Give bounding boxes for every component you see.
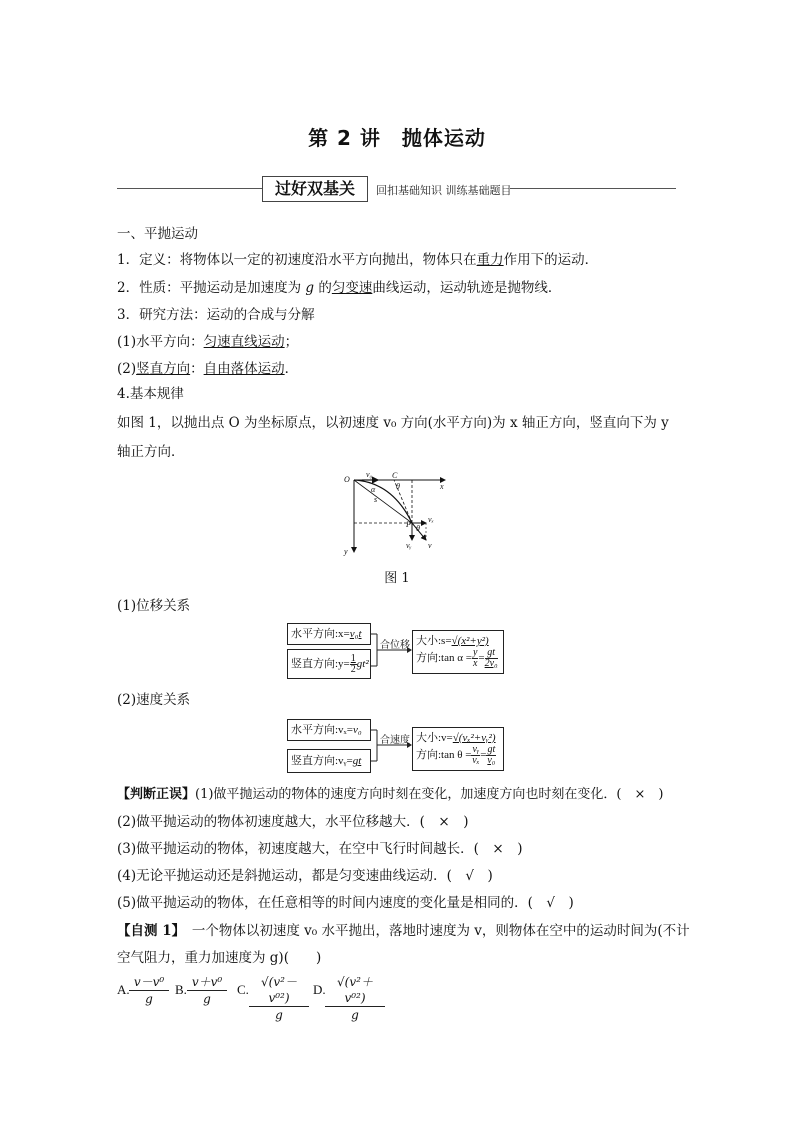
label-O: O: [344, 475, 350, 484]
label-vx: vₓ: [428, 515, 434, 524]
definition-line: 1．定义：将物体以一定的初速度沿水平方向抛出，物体只在重力作用下的运动．: [117, 252, 599, 268]
label-s: s: [374, 495, 378, 504]
judge-item-4: (4)无论平抛运动还是斜抛运动，都是匀变速曲线运动．( √ ): [117, 868, 493, 884]
banner-rule-left: [117, 188, 262, 189]
law-description-line1: 如图 1，以抛出点 O 为坐标原点，以初速度 v₀ 方向(水平方向)为 x 轴正方向，竖直向下为 y: [117, 415, 669, 431]
disp-vertical-box: 竖直方向:y= $\frac{1}{2}$ gt²: [287, 649, 371, 679]
law-description-line2: 轴正方向．: [117, 444, 185, 460]
displacement-line: [354, 480, 412, 523]
label-theta-p: θ: [416, 524, 420, 533]
disp-combine-label: 合位移: [380, 640, 410, 651]
vel-combine-label: 合速度: [380, 735, 410, 746]
section-banner: 过好双基关: [262, 176, 368, 202]
horizontal-direction-line: (1)水平方向：匀速直线运动；: [117, 334, 299, 350]
label-y: y: [344, 547, 348, 556]
banner-rule-right: [510, 188, 676, 189]
label-alpha: α: [371, 485, 376, 494]
label-C: C: [392, 471, 398, 480]
disp-horizontal-box: 水平方向:x=v₀t: [287, 623, 371, 645]
label-v: v: [428, 541, 432, 550]
vel-result-box: 大小:v=√(vₓ²+vᵧ²) 方向:tan θ = $\frac{\text{vᵧ}}{\text{vₓ}}$ = $\frac{gt}{\text{v₀}}$: [412, 727, 504, 771]
section-heading: 一、平抛运动: [117, 226, 198, 242]
judge-item-2: (2)做平抛运动的物体初速度越大，水平位移越大．( × ): [117, 814, 469, 830]
disp-result-box: 大小:s=√(x²+y²) 方向:tan α = $\frac{y}{x}$ = $\frac{gt}{\text{2v₀}}$: [412, 630, 504, 674]
label-P: P: [406, 520, 411, 529]
page-title: 第 2 讲 抛体运动: [308, 126, 486, 150]
label-v0: v₀: [366, 470, 373, 479]
figure-caption: 图 1: [384, 571, 410, 586]
answer-options: A. v－v⁰ g B. v＋v⁰ g C. √(v²－v⁰²) g D. √(v²＋v⁰²) g: [117, 974, 417, 1018]
judge-item-1: 【判断正误】(1)做平抛运动的物体的速度方向时刻在变化，加速度方向也时刻在变化．( × ): [117, 787, 664, 802]
method-line: 3．研究方法：运动的合成与分解: [117, 307, 315, 323]
velocity-heading: (2)速度关系: [117, 692, 191, 708]
banner-subtitle: 回扣基础知识 训练基础题目: [376, 184, 512, 197]
judge-item-5: (5)做平抛运动的物体，在任意相等的时间内速度的变化量是相同的．( √ ): [117, 895, 574, 911]
vertical-direction-line: (2)竖直方向：自由落体运动．: [117, 361, 299, 377]
projectile-figure: [340, 468, 460, 560]
label-x: x: [440, 482, 444, 491]
vel-vertical-box: 竖直方向:vᵧ=gt: [287, 749, 371, 773]
judge-item-3: (3)做平抛运动的物体，初速度越大，在空中飞行时间越长．( × ): [117, 841, 523, 857]
displacement-heading: (1)位移关系: [117, 598, 191, 614]
property-line: 2．性质：平抛运动是加速度为 g 的匀变速曲线运动，运动轨迹是抛物线．: [117, 280, 562, 296]
vel-horizontal-box: 水平方向:vₓ=v₀: [287, 719, 371, 741]
selftest-line1: 【自测 1】 一个物体以初速度 v₀ 水平抛出，落地时速度为 v，则物体在空中的运动时间为(不计: [117, 923, 690, 939]
label-vy: vᵧ: [406, 541, 412, 550]
selftest-line2: 空气阻力，重力加速度为 g)( ): [117, 950, 322, 966]
label-theta: θ: [396, 482, 400, 491]
basic-law-heading: 4.基本规律: [117, 386, 184, 402]
